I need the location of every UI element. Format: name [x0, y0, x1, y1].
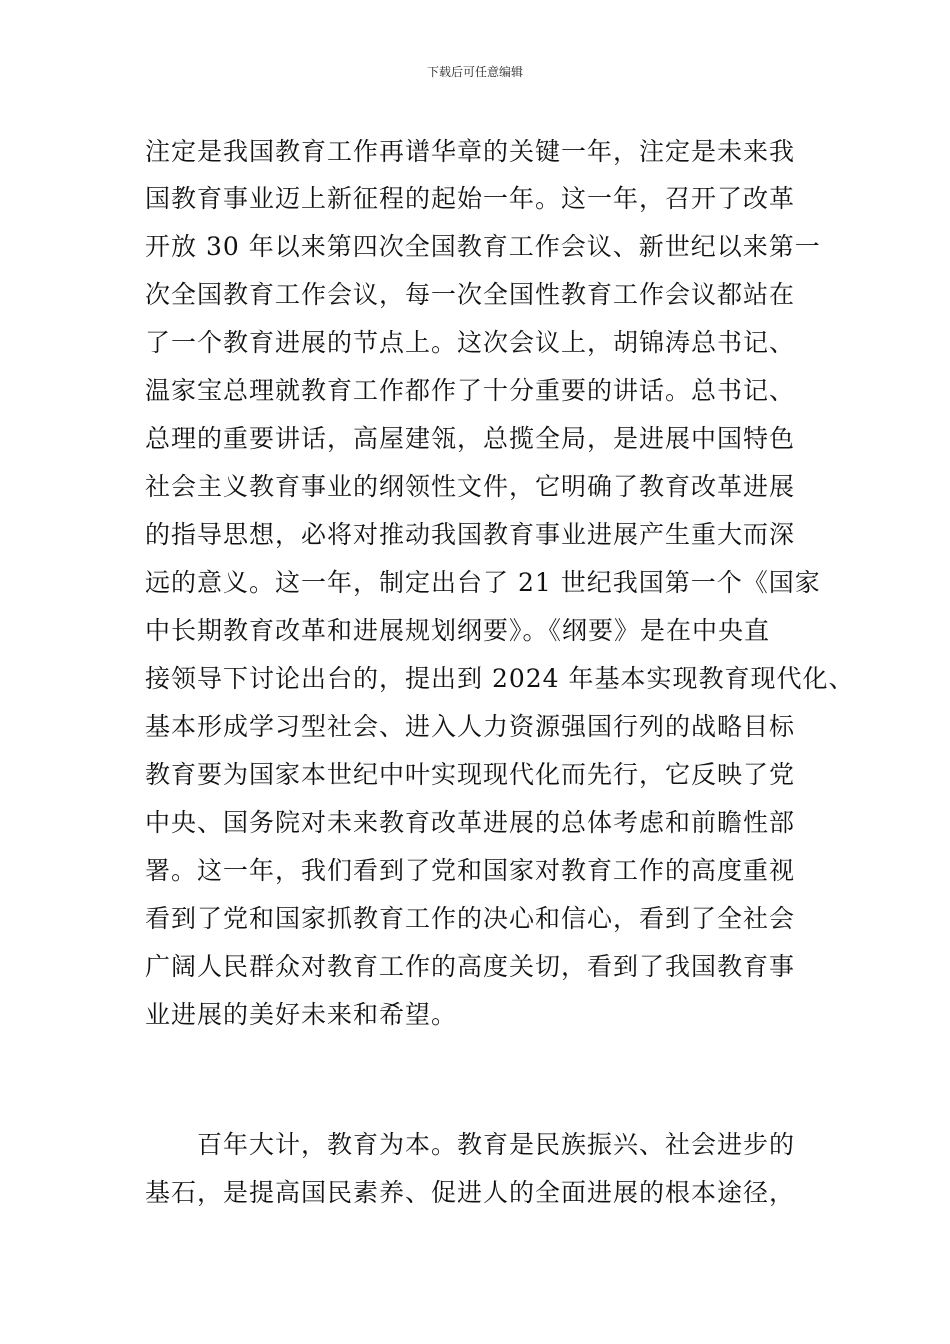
page-header: 下载后可任意编辑	[426, 65, 523, 79]
paragraph-line: 的指导思想，必将对推动我国教育事业进展产生重大而深	[145, 520, 796, 549]
paragraph-line: 广阔人民群众对教育工作的高度关切，看到了我国教育事	[145, 952, 796, 981]
paragraph-line: 中央、国务院对未来教育改革进展的总体考虑和前瞻性部	[145, 808, 796, 837]
paragraph-line: 基本形成学习型社会、进入人力资源强国行列的战略目标	[145, 712, 796, 741]
paragraph-line: 总理的重要讲话，高屋建瓴，总揽全局，是进展中国特色	[145, 424, 796, 453]
paragraph-line: 开放 30 年以来第四次全国教育工作会议、新世纪以来第一	[145, 232, 821, 261]
paragraph-line: 接领导下讨论出台的，提出到 2024 年基本实现教育现代化、	[145, 664, 855, 693]
paragraph-line: 注定是我国教育工作再谱华章的关键一年，注定是未来我	[145, 137, 796, 166]
paragraph-line: 了一个教育进展的节点上。这次会议上，胡锦涛总书记、	[145, 328, 796, 357]
paragraph-line: 教育要为国家本世纪中叶实现现代化而先行，它反映了党	[145, 760, 796, 789]
paragraph-line: 温家宝总理就教育工作都作了十分重要的讲话。总书记、	[145, 376, 796, 405]
paragraph-line: 署。这一年，我们看到了党和国家对教育工作的高度重视	[145, 856, 796, 885]
paragraph-line: 中长期教育改革和进展规划纲要》。《纲要》是在中央直	[145, 616, 771, 645]
paragraph-line: 业进展的美好未来和希望。	[145, 1000, 458, 1029]
paragraph-line: 国教育事业迈上新征程的起始一年。这一年，召开了改革	[145, 184, 796, 213]
paragraph-line: 远的意义。这一年，制定出台了 21 世纪我国第一个《国家	[145, 568, 821, 597]
paragraph-line: 社会主义教育事业的纲领性文件，它明确了教育改革进展	[145, 472, 796, 501]
paragraph-line: 基石，是提高国民素养、促进人的全面进展的根本途径，	[145, 1178, 796, 1207]
paragraph-line: 次全国教育工作会议，每一次全国性教育工作会议都站在	[145, 280, 796, 309]
paragraph-line: 百年大计，教育为本。教育是民族振兴、社会进步的	[145, 1130, 796, 1159]
paragraph-line: 看到了党和国家抓教育工作的决心和信心，看到了全社会	[145, 904, 796, 933]
